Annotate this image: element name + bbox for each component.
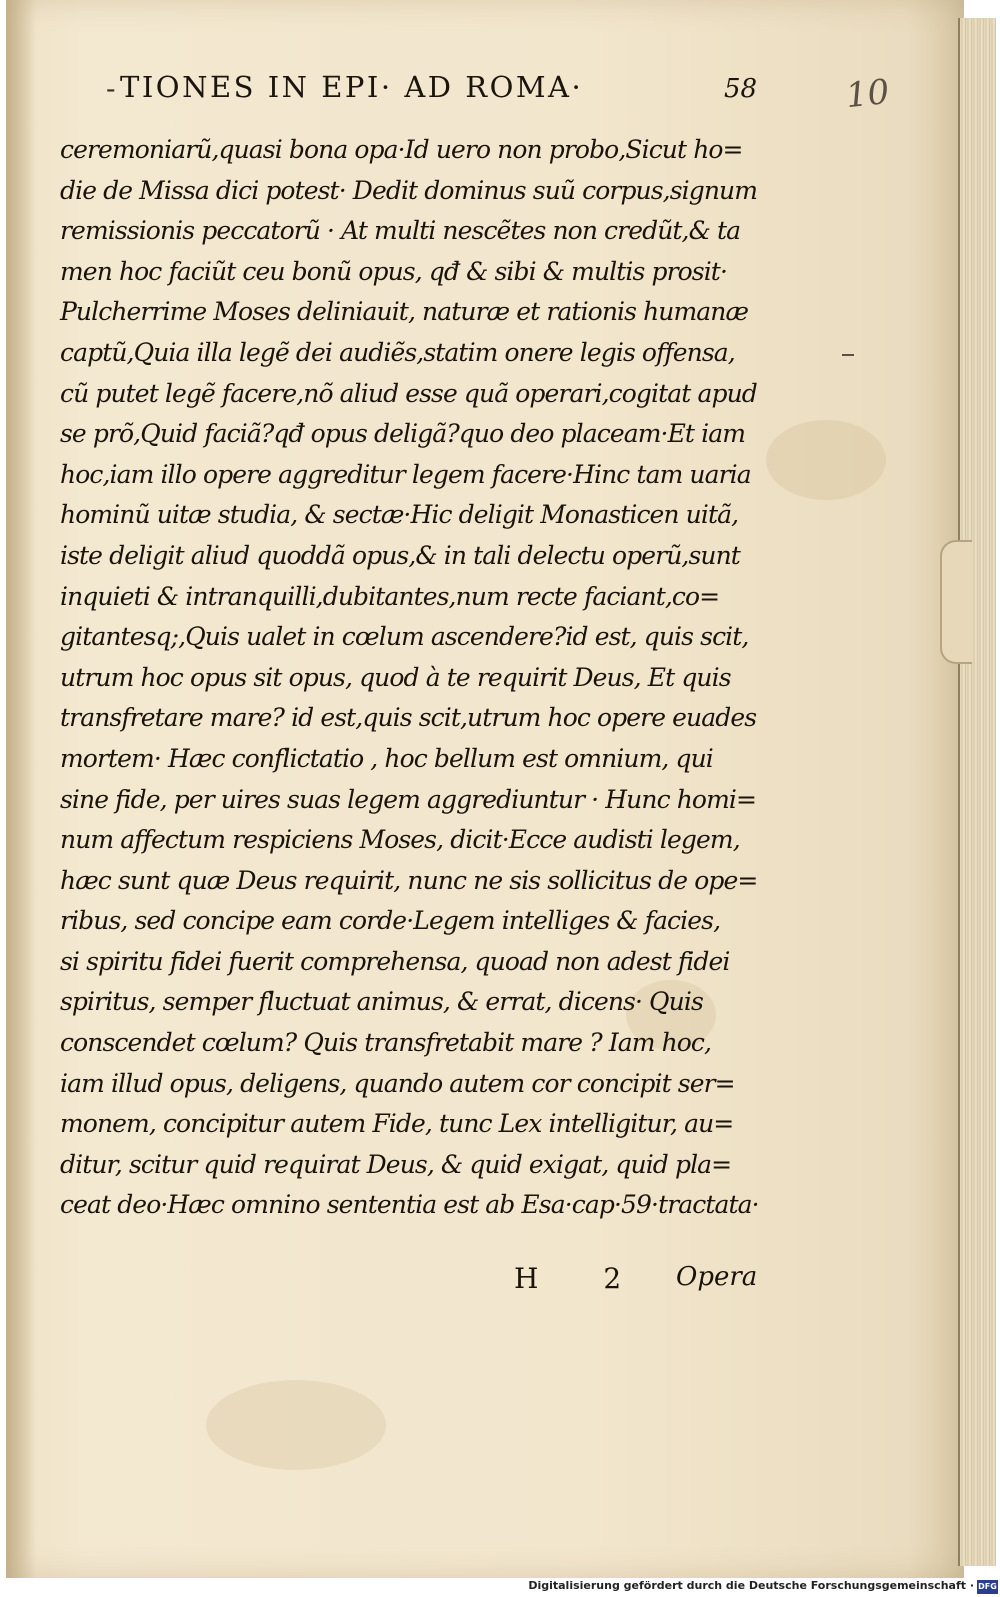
book-edge	[958, 18, 996, 1566]
gutter-shadow	[6, 0, 36, 1578]
text-line: utrum hoc opus sit opus, quod à te requirit Deus, Et quis	[60, 662, 731, 692]
text-line: gitantesq;,Quis ualet in cœlum ascendere?id est, quis scit,	[60, 622, 749, 652]
catchword: Opera	[676, 1262, 758, 1292]
text-line: remissionis peccatorũ · At multi nescẽtes non credũt,& ta	[60, 216, 741, 246]
text-line: spiritus, semper fluctuat animus, & errat, dicens· Quis	[60, 987, 703, 1017]
folio-number: 58	[724, 74, 758, 104]
text-line: ribus, sed concipe eam corde·Legem intelliges & facies,	[60, 906, 721, 936]
dfg-logo: DFG	[977, 1580, 998, 1594]
paper-stain	[766, 420, 886, 500]
text-line: men hoc faciũt ceu bonũ opus, qđ & sibi & multis prosit·	[60, 256, 727, 286]
running-head-dash: -	[106, 72, 116, 105]
digitization-credit: Digitalisierung gefördert durch die Deutsche Forschungsgemeinschaft ·	[528, 1579, 974, 1592]
text-line: transfretare mare? id est,quis scit,utrum hoc opere euades	[60, 703, 757, 733]
text-line: die de Missa dici potest· Dedit dominus suũ corpus,signum	[60, 175, 758, 205]
pencil-folio-number: 10	[844, 71, 892, 117]
text-line: se prõ,Quid faciã?qđ opus deligã?quo deo placeam·Et iam	[60, 419, 746, 449]
text-line: Pulcherrime Moses deliniauit, naturæ et rationis humanæ	[60, 297, 749, 327]
text-line: hominũ uitæ studia, & sectæ·Hic deligit Monasticen uitã,	[60, 500, 739, 530]
text-line: ceremoniarũ,quasi bona opa·Id uero non probo,Sicut ho=	[60, 135, 743, 164]
text-line: si spiritu fidei fuerit comprehensa, quoad non adest fidei	[60, 946, 730, 976]
text-line: hoc,iam illo opere aggreditur legem facere·Hinc tam uaria	[60, 459, 751, 489]
paper-stain	[206, 1380, 386, 1470]
page-tab-mark	[940, 540, 972, 664]
text-line: cũ putet legẽ facere,nõ aliud esse quã operari,cogitat apud	[60, 378, 757, 408]
text-line: num affectum respiciens Moses, dicit·Ecce audisti legem,	[60, 825, 740, 855]
margin-mark	[842, 354, 854, 356]
text-line: captũ,Quia illa legẽ dei audiẽs,statim onere legis offensa,	[60, 337, 735, 367]
text-line: ditur, scitur quid requirat Deus, & quid exigat, quid pla=	[60, 1149, 732, 1179]
running-head: TIONES IN EPI· AD ROMA·	[120, 70, 584, 104]
text-line: conscendet cœlum? Quis transfretabit mare ? Iam hoc,	[60, 1028, 712, 1058]
text-line: hæc sunt quæ Deus requirit, nunc ne sis sollicitus de ope=	[60, 865, 758, 895]
text-line: sine fide, per uires suas legem aggrediuntur · Hunc homi=	[60, 784, 757, 814]
signature-mark: H 2	[514, 1262, 650, 1295]
text-line: mortem· Hæc conflictatio , hoc bellum est omnium, qui	[60, 743, 713, 773]
text-line: iste deligit aliud quoddã opus,& in tali delectu operũ,sunt	[60, 540, 740, 570]
text-line: iam illud opus, deligens, quando autem cor concipit ser=	[60, 1068, 735, 1098]
text-line: monem, concipitur autem Fide, tunc Lex intelligitur, au=	[60, 1109, 734, 1139]
text-line: ceat deo·Hæc omnino sententia est ab Esa·cap·59·tractata·	[60, 1190, 759, 1220]
body-text	[60, 130, 770, 1226]
text-line: inquieti & intranquilli,dubitantes,num recte faciant,co=	[60, 581, 720, 611]
